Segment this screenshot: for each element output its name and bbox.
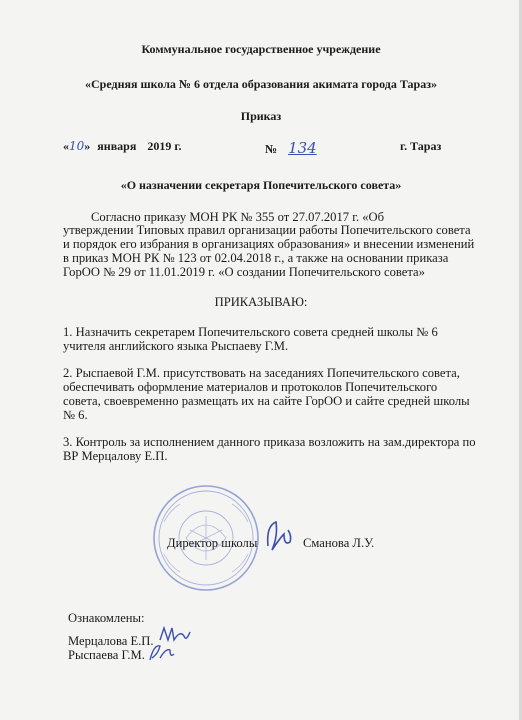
date-quote-open: « — [63, 139, 69, 153]
preamble-line-1: Согласно приказу МОН РК № 355 от 27.07.2017 г. «Об — [91, 210, 385, 224]
order-number-line — [265, 139, 317, 157]
order-word: ПРИКАЗЫВАЮ: — [214, 295, 308, 309]
date-year: 2019 г. — [147, 139, 182, 153]
item-2-line-1: 2. Рыспаевой Г.М. присутствовать на заседаниях Попечительского совета, — [63, 366, 460, 380]
date-month: января — [97, 139, 137, 153]
director-title: Директор школы — [167, 536, 258, 550]
date-quote-close: » — [84, 139, 91, 153]
director-signature-icon — [262, 516, 296, 558]
item-3-line-2: ВР Мерцалову Е.П. — [63, 449, 168, 463]
acquainted-label: Ознакомлены: — [68, 611, 145, 625]
acquainted-name-1: Мерцалова Е.П. — [68, 634, 154, 648]
institution-title: Коммунальное государственное учреждение — [141, 42, 381, 56]
item-2-line-2: обеспечивать оформление материалов и протоколов Попечительского — [63, 380, 438, 394]
preamble-line-2: утверждении Типовых правил организации работы Попечительского совета — [63, 223, 471, 237]
acquainted-name-2: Рыспаева Г.М. — [68, 648, 145, 662]
city: г. Тараз — [400, 139, 442, 153]
school-name: «Средняя школа № 6 отдела образования акимата города Тараз» — [84, 77, 438, 91]
item-2-line-3: совета, своевременно размещать их на сайте ГорОО и сайте средней школы — [63, 394, 470, 408]
preamble-line-5: ГорОО № 29 от 11.01.2019 г. «О создании Попечительского совета» — [63, 265, 425, 279]
director-name: Сманова Л.У. — [303, 536, 375, 550]
date-day-handwritten: 10 — [69, 139, 85, 153]
item-2-line-4: № 6. — [63, 408, 88, 422]
signature-ryspaeva-icon — [146, 640, 176, 664]
item-3-line-1: 3. Контроль за исполнением данного приказа возложить на зам.директора по — [63, 435, 476, 449]
order-number-label: № — [265, 142, 278, 156]
item-1-line-1: 1. Назначить секретарем Попечительского совета средней школы № 6 — [63, 325, 438, 339]
item-1-line-2: учителя английского языка Рыспаеву Г.М. — [63, 339, 289, 353]
order-number-handwritten: 134 — [288, 139, 317, 157]
preamble-line-4: в приказ МОН РК № 123 от 02.04.2018 г., а также на основании приказа — [63, 251, 449, 265]
order-subject: «О назначении секретаря Попечительского совета» — [120, 178, 402, 192]
document-type: Приказ — [240, 109, 282, 123]
date-line — [63, 139, 181, 154]
preamble-line-3: и порядок его избрания в организациях образования» и внесении изменений — [63, 237, 475, 251]
